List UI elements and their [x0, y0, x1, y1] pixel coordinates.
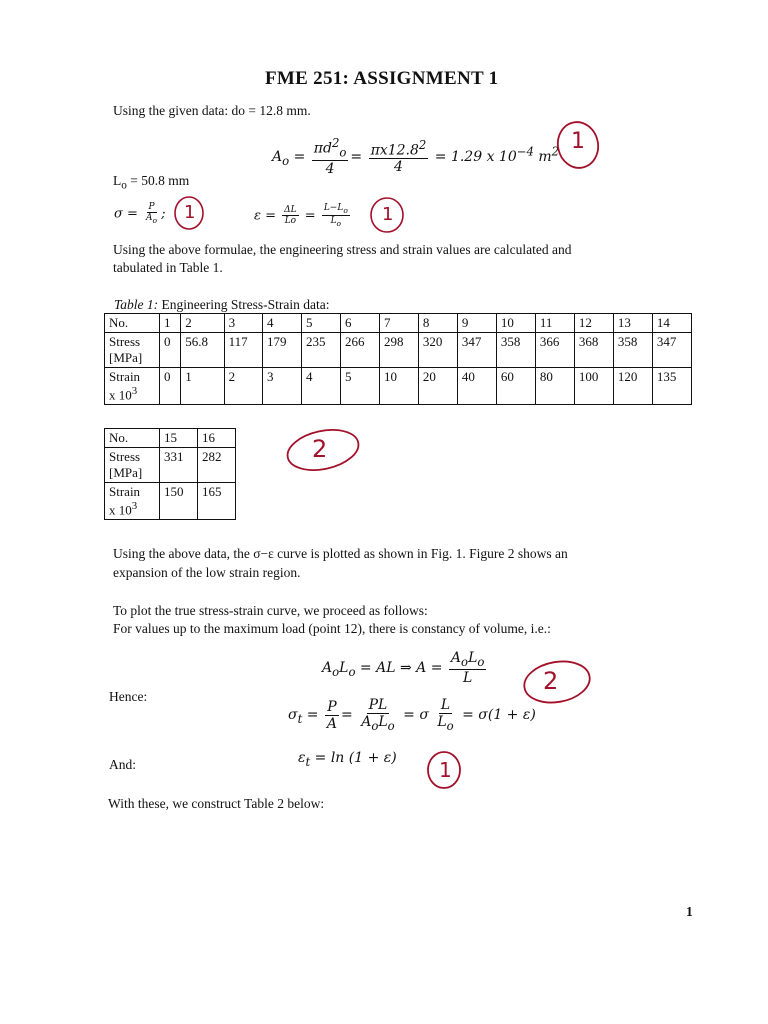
table1b-label: Stress [MPa]: [105, 448, 160, 483]
grading-mark-text: 1: [439, 758, 452, 782]
table1-cell: 117: [224, 333, 262, 368]
paragraph-formulae-line2: tabulated in Table 1.: [113, 260, 223, 275]
grading-mark-circle: [284, 425, 364, 480]
grading-mark-circle: [172, 195, 206, 236]
table1-cell: 4: [262, 314, 301, 333]
area-equation: $A_o$ = $\frac{\pi d^2_o}{4}$ = $\frac{\pi x12.8^2}{4}$ = 1.29 x $10^{-4}$ $m^2$: [272, 136, 560, 177]
table1-cell: 14: [652, 314, 691, 333]
paragraph-formulae-line1: Using the above formulae, the engineering stress and strain values are calculated and: [113, 242, 572, 257]
hence-label: Hence:: [109, 689, 148, 704]
paragraph-true-curve-line2: For values up to the maximum load (point 12), there is constancy of volume, i.e.:: [113, 621, 551, 636]
table1-cell: 135: [652, 368, 691, 405]
table1b-cell: 282: [198, 448, 236, 483]
table1-cell: 8: [418, 314, 457, 333]
table1-label: Strain x $10^3$: [105, 368, 160, 405]
table1-cell: 320: [418, 333, 457, 368]
table1-row-strain: [105, 368, 692, 405]
table1b-cell: 150: [160, 483, 198, 520]
table1-continuation: [104, 428, 236, 520]
table1-cell: 80: [535, 368, 574, 405]
grading-mark-text: 1: [571, 129, 585, 154]
grading-mark-circle: [521, 657, 595, 712]
table1-row-stress: [105, 333, 692, 368]
grading-mark-text: 1: [184, 202, 196, 223]
table1b-row-stress: [105, 448, 236, 483]
table1b-row-strain: [105, 483, 236, 520]
table1-cell: 3: [224, 314, 262, 333]
table1-cell: 10: [496, 314, 535, 333]
paragraph-plot-line1: Using the above data, the σ−ε curve is plotted as shown in Fig. 1. Figure 2 shows an: [113, 546, 568, 561]
table1-cell: 2: [181, 314, 224, 333]
table1: [104, 313, 692, 405]
table1-cell: 358: [613, 333, 652, 368]
table1-row-no: [105, 314, 692, 333]
grading-mark-text: 2: [312, 435, 328, 463]
table1-cell: 12: [574, 314, 613, 333]
table1-cell: 9: [457, 314, 496, 333]
table1-cell: 368: [574, 333, 613, 368]
table1-caption: Table 1: Engineering Stress-Strain data:: [114, 297, 330, 312]
table1b-cell: 15: [160, 429, 198, 448]
table1-cell: 5: [340, 368, 379, 405]
table1-cell: 100: [574, 368, 613, 405]
grading-mark-text: 2: [543, 667, 559, 695]
table1-cell: 7: [379, 314, 418, 333]
table1-cell: 40: [457, 368, 496, 405]
table1b-label: Strain x $10^3$: [105, 483, 160, 520]
table1-cell: 358: [496, 333, 535, 368]
true-strain-equation: $\varepsilon_t = \ln (1 + \varepsilon)$: [298, 750, 397, 769]
table1-cell: 6: [340, 314, 379, 333]
table1-cell: 11: [535, 314, 574, 333]
grading-mark-circle: [368, 196, 406, 239]
table1b-label: No.: [105, 429, 160, 448]
table1-cell: 120: [613, 368, 652, 405]
table1-cell: 0: [160, 333, 181, 368]
table1b-row-no: [105, 429, 236, 448]
table1-cell: 2: [224, 368, 262, 405]
strain-formula: ε = $\frac{\Delta L}{Lo}$ = $\frac{L-L_o}{L_o}$: [254, 203, 348, 229]
table1-cell: 20: [418, 368, 457, 405]
table1b-cell: 165: [198, 483, 236, 520]
table1-cell: 56.8: [181, 333, 224, 368]
grading-mark-text: 1: [382, 204, 394, 225]
page-title: FME 251: ASSIGNMENT 1: [265, 68, 499, 89]
table1-cell: 13: [613, 314, 652, 333]
lo-line: $L_o = 50.8$ mm: [113, 173, 190, 192]
table1-label: No.: [105, 314, 160, 333]
stress-formula: σ = $\frac{P}{A_o}$ ;: [114, 202, 166, 226]
true-stress-equation: $\sigma_t$ = $\frac{P}{A}$ = $\frac{PL}{A_oL_o}$ = σ $\frac{L}{L_o}$ = σ(1 + ε): [288, 697, 536, 733]
page-number: 1: [686, 904, 693, 919]
table1-cell: 5: [301, 314, 340, 333]
volume-equation: $A_oL_o$ = AL ⇒ A = $\frac{A_oL_o}{L}$: [322, 650, 485, 687]
table1b-cell: 16: [198, 429, 236, 448]
table1-cell: 4: [301, 368, 340, 405]
table1-cell: 366: [535, 333, 574, 368]
table1-cell: 347: [457, 333, 496, 368]
paragraph-plot-line2: expansion of the low strain region.: [113, 565, 301, 580]
table1b-cell: 331: [160, 448, 198, 483]
table1-cell: 179: [262, 333, 301, 368]
given-data-line: Using the given data: do = 12.8 mm.: [113, 103, 311, 118]
grading-mark-circle: [424, 749, 464, 796]
table1-cell: 347: [652, 333, 691, 368]
table1-cell: 10: [379, 368, 418, 405]
paragraph-true-curve-line1: To plot the true stress-strain curve, we proceed as follows:: [113, 603, 428, 618]
table1-label: Stress [MPa]: [105, 333, 160, 368]
table1-cell: 1: [181, 368, 224, 405]
and-label: And:: [109, 757, 136, 772]
grading-mark-circle: [554, 120, 604, 175]
table1-cell: 60: [496, 368, 535, 405]
table1-cell: 298: [379, 333, 418, 368]
closing-line: With these, we construct Table 2 below:: [108, 796, 325, 811]
table1-cell: 1: [160, 314, 181, 333]
table1-cell: 3: [262, 368, 301, 405]
table1-cell: 0: [160, 368, 181, 405]
table1-cell: 266: [340, 333, 379, 368]
table1-cell: 235: [301, 333, 340, 368]
